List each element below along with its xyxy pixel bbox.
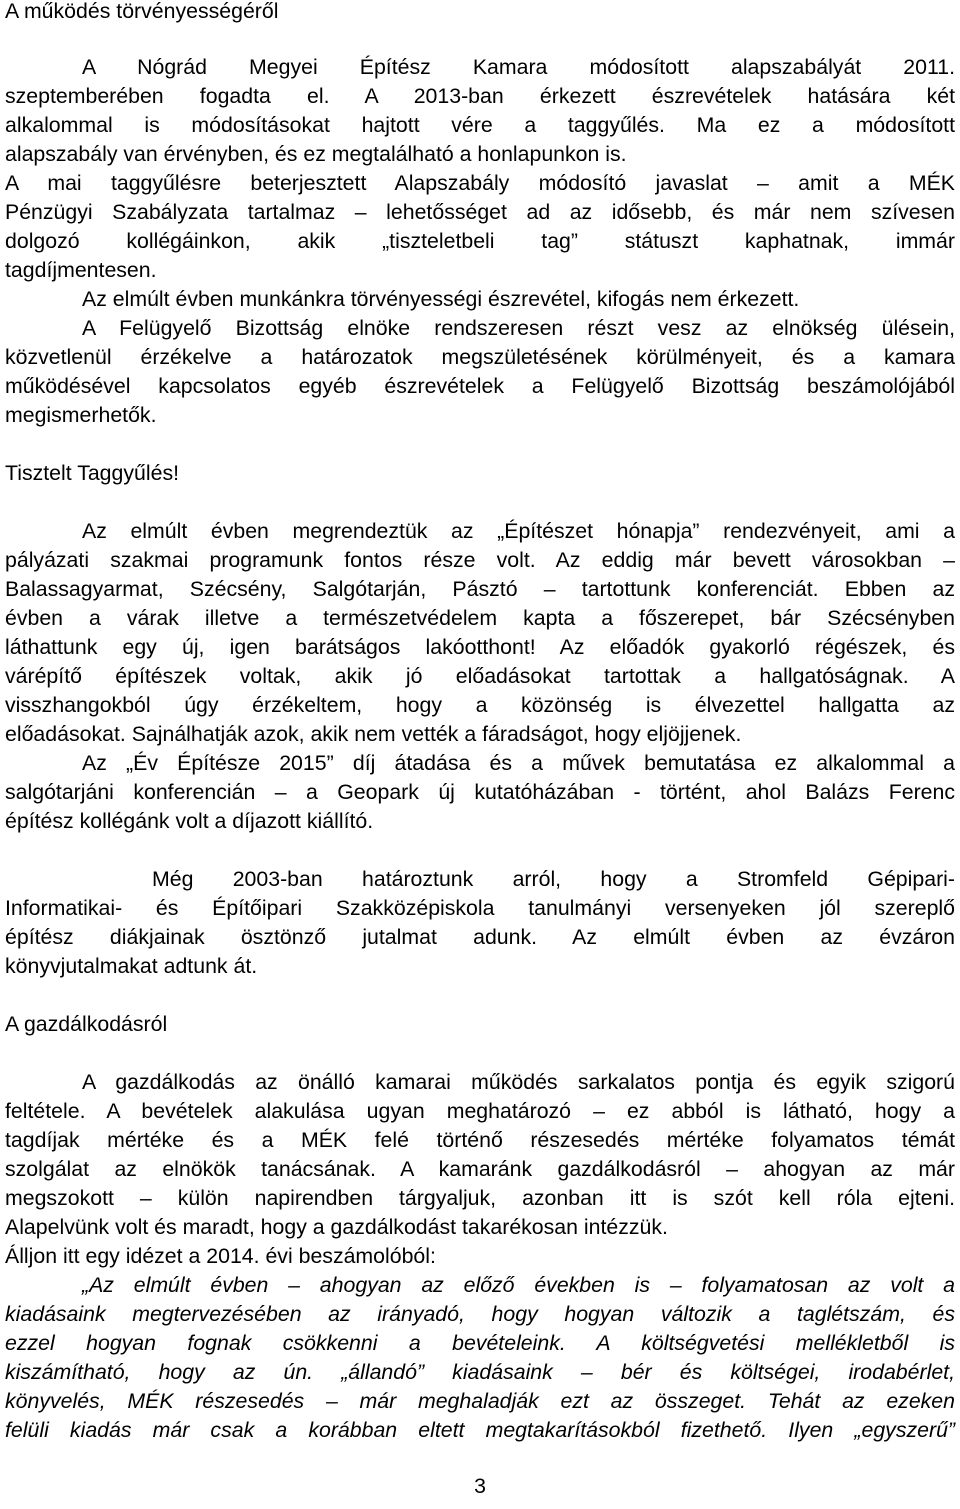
paragraph-line: Még 2003-ban határoztunk arról, hogy a Stromfeld Gépipari- [152,867,955,891]
paragraph-line: láthattunk egy új, igen barátságos lakóotthont! Az előadók gyakorló régészek, és [5,635,955,659]
paragraph-line: Álljon itt egy idézet a 2014. évi beszámolóból: [5,1244,436,1268]
quote-line: kiszámítható, hogy az ún. „állandó” kiadásaink – bér és költségei, irodabérlet, [5,1360,955,1384]
paragraph-line: salgótarjáni konferencián – a Geopark új kutatóházában - történt, ahol Balázs Ferenc [5,780,955,804]
greeting: Tisztelt Taggyűlés! [5,461,180,485]
quote-line: „Az elmúlt évben – ahogyan az előző években is – folyamatosan az volt a [82,1273,955,1297]
paragraph-line: megismerhetők. [5,403,157,427]
paragraph-line: építész diákjainak ösztönző jutalmat adunk. Az elmúlt évben az évzáron [5,925,955,949]
quote-line: könyvelés, MÉK részesedés – már meghaladják ezt az összeget. Tehát az ezeken [5,1389,955,1413]
paragraph-line: A mai taggyűlésre beterjesztett Alapszabály módosító javaslat – amit a MÉK [5,171,955,195]
paragraph-line: dolgozó kollégáinkon, akik „tiszteletbeli tag” státuszt kaphatnak, immár [5,229,955,253]
quote-line: kiadásaink megtervezésében az irányadó, hogy hogyan változik a taglétszám, és [5,1302,955,1326]
paragraph-line: szeptemberében fogadta el. A 2013-ban érkezett észrevételek hatására két [5,84,955,108]
paragraph-line: Balassagyarmat, Szécsény, Salgótarján, Pásztó – tartottunk konferenciát. Ebben az [5,577,955,601]
page-number: 3 [474,1474,486,1498]
paragraph-line: megszokott – külön napirendben tárgyaljuk, azonban itt is szót kell róla ejteni. [5,1186,955,1210]
paragraph-line: pályázati szakmai programunk fontos része volt. Az eddig már bevett városokban – [5,548,955,572]
paragraph-line: könyvjutalmakat adtunk át. [5,954,258,978]
section-heading-mukodes: A működés törvényességéről [5,0,279,23]
section-heading-gazdalkodas: A gazdálkodásról [5,1012,168,1036]
paragraph-line: Az elmúlt évben munkánkra törvényességi észrevétel, kifogás nem érkezett. [82,287,800,311]
paragraph-line: Informatikai- és Építőipari Szakközépiskola tanulmányi versenyeken jól szereplő [5,896,955,920]
paragraph-line: évben a várak illetve a természetvédelem kapta a főszerepet, bár Szécsényben [5,606,955,630]
paragraph-line: Alapelvünk volt és maradt, hogy a gazdálkodást takarékosan intézzük. [5,1215,668,1239]
paragraph-line: működésével kapcsolatos egyéb észrevételek a Felügyelő Bizottság beszámolójából [5,374,955,398]
paragraph-line: tagdíjmentesen. [5,258,157,282]
paragraph-line: alapszabály van érvényben, és ez megtalálható a honlapunkon is. [5,142,627,166]
paragraph-line: A Felügyelő Bizottság elnöke rendszeresen részt vesz az elnökség ülésein, [82,316,955,340]
paragraph-line: építész kollégánk volt a díjazott kiállító. [5,809,374,833]
paragraph-line: előadásokat. Sajnálhatják azok, akik nem vették a fáradságot, hogy eljöjjenek. [5,722,742,746]
paragraph-line: A Nógrád Megyei Építész Kamara módosított alapszabályát 2011. [82,55,955,79]
paragraph-line: közvetlenül érzékelve a határozatok megszületésének körülményeit, és a kamara [5,345,955,369]
quote-line: felüli kiadás már csak a korábban eltett megtakarításokból fizethető. Ilyen „egyszerű” [5,1418,955,1442]
paragraph-line: szolgálat az elnökök tanácsának. A kamaránk gazdálkodásról – ahogyan az már [5,1157,955,1181]
quote-line: ezzel hogyan fognak csökkenni a bevételeink. A költségvetési mellékletből is [5,1331,955,1355]
paragraph-line: alkalommal is módosításokat hajtott vére a taggyűlés. Ma ez a módosított [5,113,955,137]
paragraph-line: Az elmúlt évben megrendeztük az „Építészet hónapja” rendezvényeit, ami a [82,519,955,543]
paragraph-line: feltétele. A bevételek alakulása ugyan meghatározó – ez abból is látható, hogy a [5,1099,955,1123]
paragraph-line: várépítő építészek voltak, akik jó előadásokat tartottak a hallgatóságnak. A [5,664,955,688]
paragraph-line: Az „Év Építésze 2015” díj átadása és a művek bemutatása ez alkalommal a [82,751,955,775]
paragraph-line: Pénzügyi Szabályzata tartalmaz – lehetősséget ad az idősebb, és már nem szívesen [5,200,955,224]
paragraph-line: tagdíjak mértéke és a MÉK felé történő részesedés mértéke folyamatos témát [5,1128,955,1152]
paragraph-line: visszhangokból úgy érzékeltem, hogy a közönség is élvezettel hallgatta az [5,693,955,717]
paragraph-line: A gazdálkodás az önálló kamarai működés sarkalatos pontja és egyik szigorú [82,1070,955,1094]
